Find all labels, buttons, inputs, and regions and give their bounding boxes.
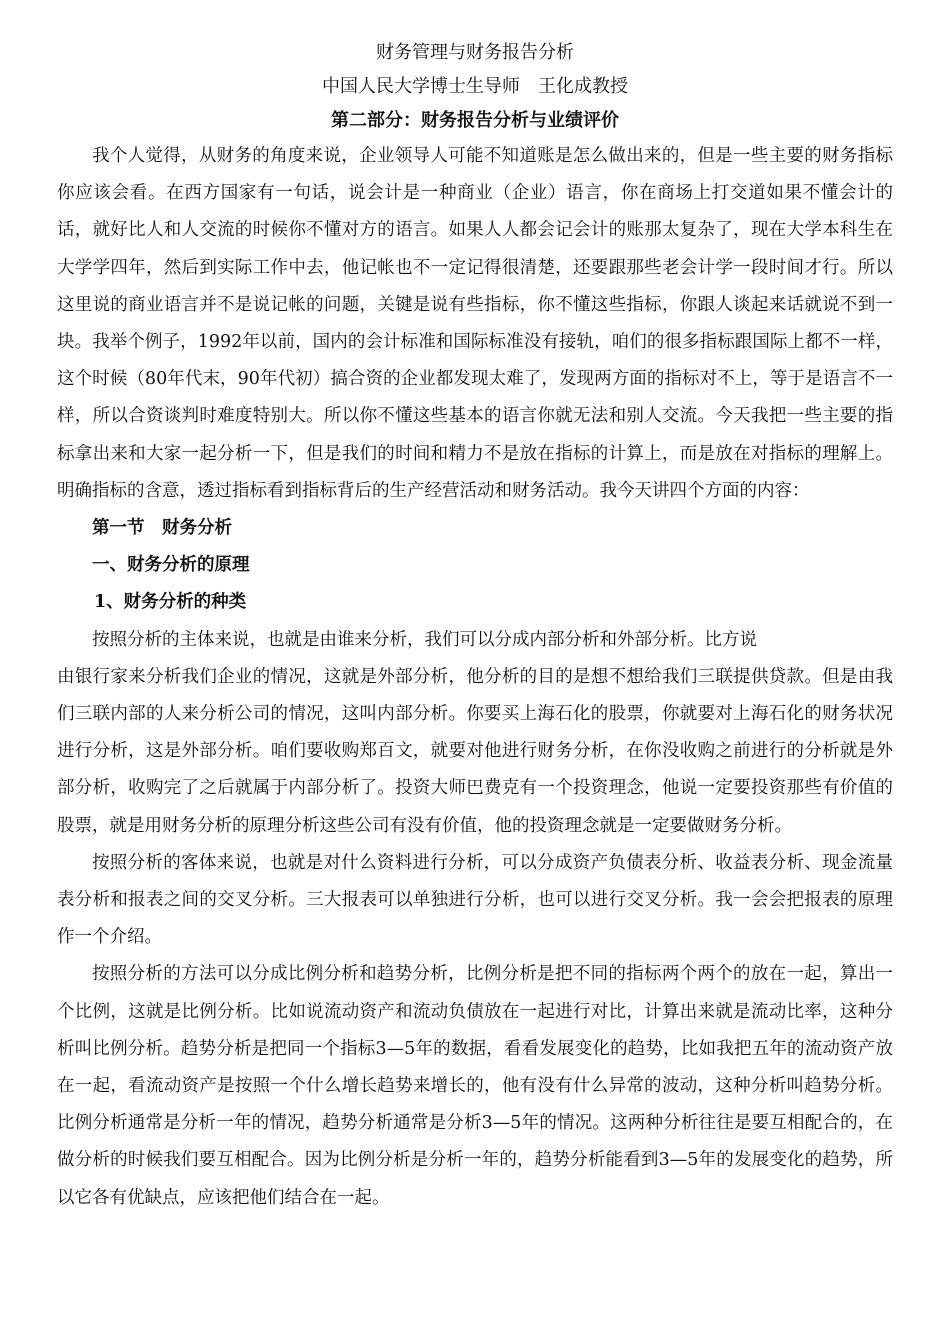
subject-paragraph: 由银行家来分析我们企业的情况，这就是外部分析，他分析的目的是想不想给我们三联提供贷款。但是由我们三联内部的人来分析公司的情况，这叫内部分析。你要买上海石化的股票，你就要对上海石化的财务状况进行分析，这是外部分析。咱们要收购郑百文，就要对他进行财务分析，在你没收购之前进行的分析就是外部分析，收购完了之后就属于内部分析了。投资大师巴费克有一个投资理念，他说一定要投资那些有价值的股票，就是用财务分析的原理分析这些公司有没有价值，他的投资理念就是一定要做财务分析。 <box>57 666 893 836</box>
intro-paragraph: 我个人觉得，从财务的角度来说，企业领导人可能不知道账是怎么做出来的，但是一些主要的财务指标你应该会看。在西方国家有一句话，说会计是一种商业（企业）语言，你在商场上打交道如果不懂会计的话，就好比人和人交流的时候你不懂对方的语言。如果人人都会记会计的账那太复杂了，现在大学本科生在大学学四年，然后到实际工作中去，他记帐也不一定记得很清楚，还要跟那些老会计学一段时间才行。所以这里说的商业语言并不是说记帐的问题，关键是说有些指标，你不懂这些指标，你跟人谈起来话就说不到一块。我举个例子，1992年以前，国内的会计标准和国际标准没有接轨，咱们的很多指标跟国际上都不一样，这个时候（80年代末，90年代初）搞合资的企业都发现太难了，发现两方面的指标对不上，等于是语言不一样，所以合资谈判时难度特别大。所以你不懂这些基本的语言你就无法和别人交流。今天我把一些主要的指标拿出来和大家一起分析一下，但是我们的时间和精力不是放在指标的计算上，而是放在对指标的理解上。明确指标的含意，透过指标看到指标背后的生产经营活动和财务活动。我今天讲四个方面的内容： <box>57 146 893 501</box>
author-line: 中国人民大学博士生导师 王化成教授 <box>322 76 628 97</box>
subsubsection-heading: 1、财务分析的种类 <box>94 592 247 613</box>
subject-paragraph-first-line: 按照分析的主体来说，也就是由谁来分析，我们可以分成内部分析和外部分析。比方说 <box>92 629 757 650</box>
document-title: 财务管理与财务报告分析 <box>376 42 574 63</box>
method-paragraph: 按照分析的方法可以分成比例分析和趋势分析，比例分析是把不同的指标两个两个的放在一起，算出一个比例，这就是比例分析。比如说流动资产和流动负债放在一起进行对比，计算出来就是流动比率，这种分析叫比例分析。趋势分析是把同一个指标3—5年的数据，看看发展变化的趋势，比如我把五年的流动资产放在一起，看流动资产是按照一个什么增长趋势来增长的，他有没有什么异常的波动，这种分析叫趋势分析。比例分析通常是分析一年的情况，趋势分析通常是分析3—5年的情况。这两种分析往往是要互相配合的，在做分析的时候我们要互相配合。因为比例分析是分析一年的，趋势分析能看到3—5年的发展变化的趋势，所以它各有优缺点，应该把他们结合在一起。 <box>57 964 893 1208</box>
section-heading: 第一节 财务分析 <box>92 518 232 539</box>
part-heading: 第二部分：财务报告分析与业绩评价 <box>331 110 619 131</box>
object-paragraph: 按照分析的客体来说，也就是对什么资料进行分析，可以分成资产负债表分析、收益表分析、现金流量表分析和报表之间的交叉分析。三大报表可以单独进行分析，也可以进行交叉分析。我一会会把报表的原理作一个介绍。 <box>57 852 893 948</box>
subsection-heading: 一、财务分析的原理 <box>92 555 250 576</box>
document-page <box>57 36 893 1217</box>
